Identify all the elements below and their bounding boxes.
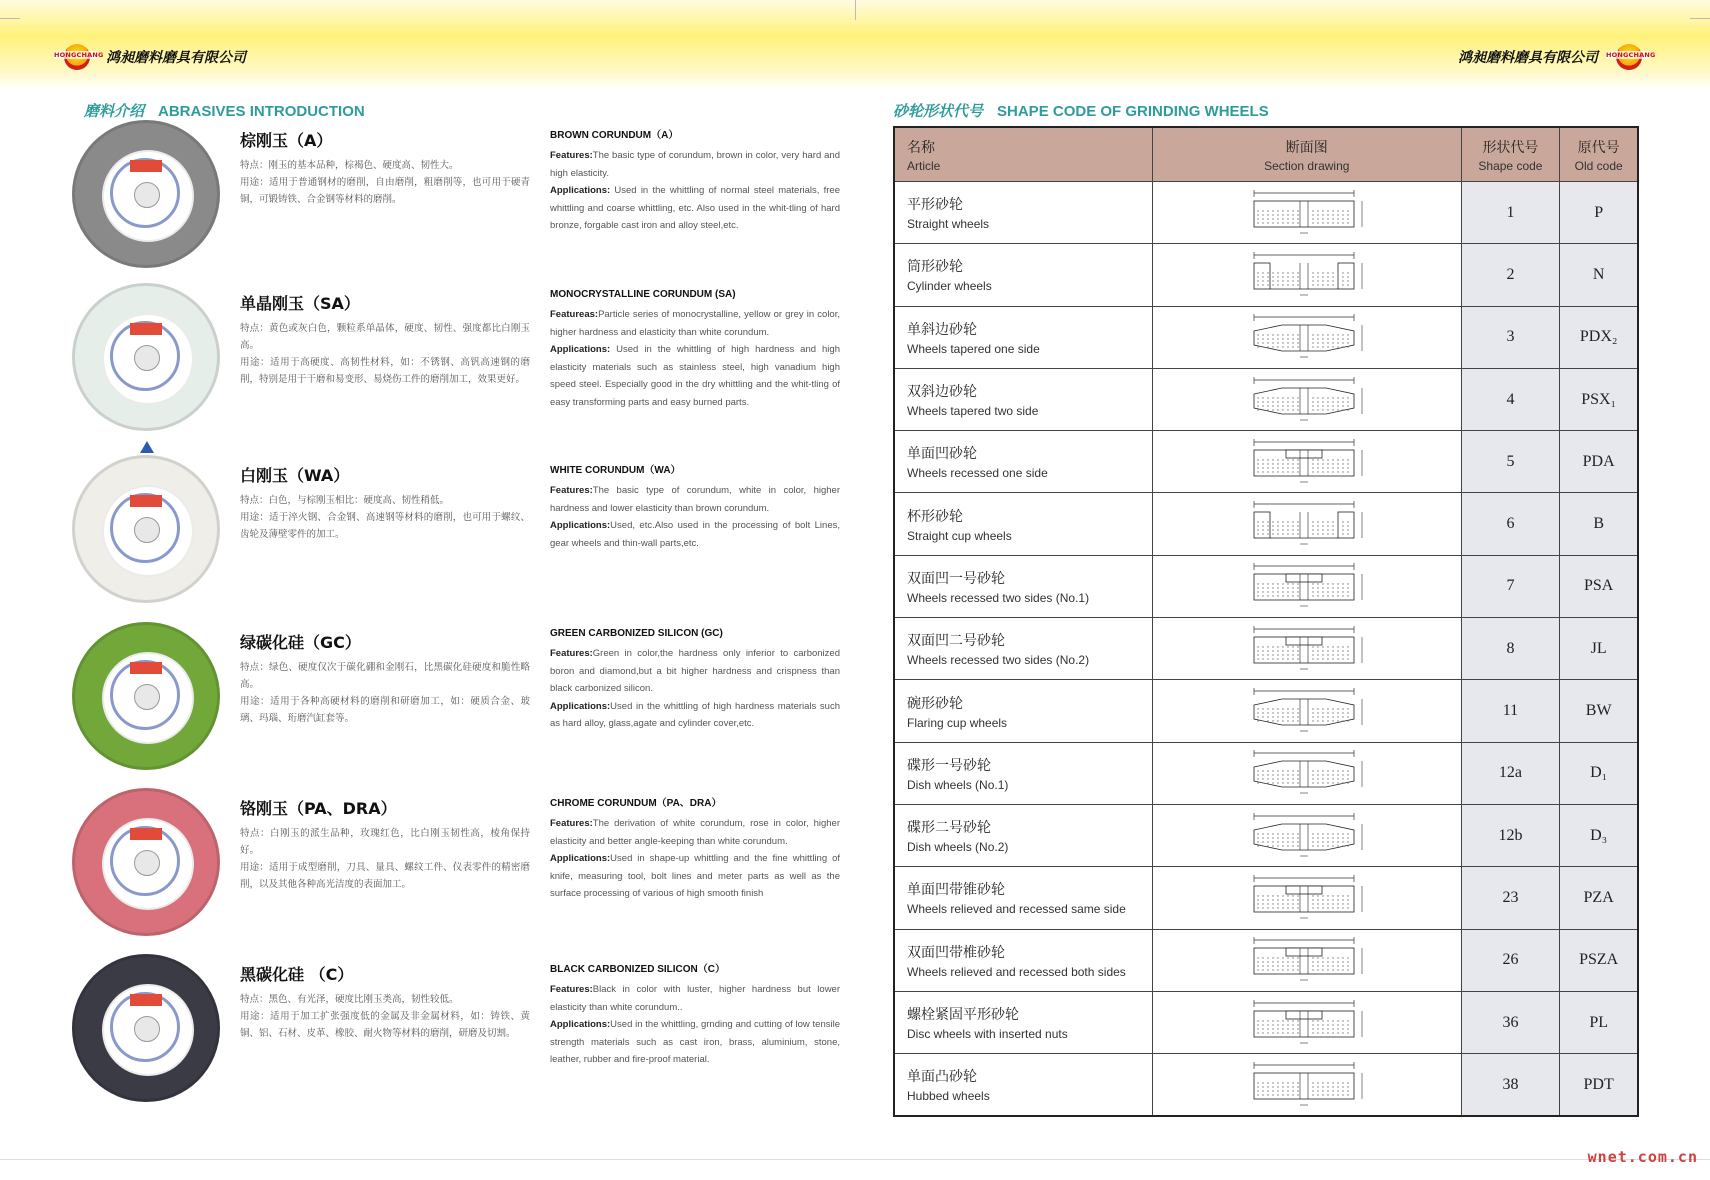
fold-mark — [855, 0, 856, 20]
abrasive-feature-cn: 特点：黄色或灰白色，颗粒系单晶体，硬度、韧性、强度都比白刚玉高。 — [240, 323, 530, 351]
logo-text: HONGCHANG — [1606, 51, 1656, 59]
brand-right — [1458, 42, 1656, 72]
article-name-en: Straight cup wheels — [907, 528, 1012, 543]
abrasive-name-cn: 棕刚玉（A） — [240, 131, 333, 150]
article-name-en: Hubbed wheels — [907, 1089, 990, 1104]
section-drawing-cell — [1152, 493, 1461, 555]
section-title-en: SHAPE CODE OF GRINDING WHEELS — [997, 103, 1269, 120]
article-cell — [894, 244, 1152, 306]
article-name-cn: 双面凹二号砂轮 — [907, 633, 1005, 650]
abrasive-feature-cn: 特点：刚玉的基本品种，棕褐色、硬度高、韧性大。 — [240, 160, 459, 171]
table-row — [894, 493, 1638, 555]
section-drawing-icon — [1242, 810, 1372, 862]
shape-code-cell: 7 — [1461, 555, 1560, 617]
section-drawing-cell — [1152, 368, 1461, 430]
shape-code-cell: 38 — [1461, 1054, 1560, 1116]
section-drawing-icon — [1242, 498, 1372, 550]
section-drawing-icon — [1242, 1059, 1372, 1111]
section-drawing-icon — [1242, 436, 1372, 488]
table-row — [894, 804, 1638, 866]
article-name-cn: 单面凹砂轮 — [907, 446, 977, 463]
abrasive-name-cn: 铬刚玉（PA、DRA） — [240, 799, 397, 818]
watermark: wnet.com.cn — [1587, 1148, 1698, 1166]
old-code-cell: B — [1560, 493, 1638, 555]
section-drawing-cell — [1152, 742, 1461, 804]
abrasive-use-cn: 用途：适用于成型磨削，刀具、量具、螺纹工件、仪表零件的精密磨削，以及其他各种高光洁度的表面加工。 — [240, 862, 530, 890]
article-name-cn: 双面凹带椎砂轮 — [907, 944, 1005, 961]
article-name-cn: 双面凹一号砂轮 — [907, 570, 1005, 587]
old-code-cell: PL — [1560, 991, 1638, 1053]
grinding-wheel-image — [72, 283, 220, 431]
abrasive-item — [72, 788, 852, 938]
page-bottom-line — [0, 1159, 1710, 1160]
abrasive-features-en: Features:Black in color with luster, higher hardness but lower elasticity than white corundum.. — [550, 984, 840, 1013]
article-name-en: Straight wheels — [907, 217, 990, 232]
article-name-cn: 平形砂轮 — [907, 197, 963, 214]
grinding-wheel-image — [72, 788, 220, 936]
shape-code-cell: 23 — [1461, 867, 1560, 929]
header-article: 名称 Article — [894, 127, 1152, 182]
abrasive-applications-en: Applications: Used in the whittling of normal steel materials, free whittling and coarse whittling, etc. Also used in the whit-tling of hard bronze, forgable cast iron and alloy steel,etc. — [550, 185, 840, 231]
section-drawing-icon — [1242, 872, 1372, 924]
abrasive-item — [72, 455, 852, 605]
abrasives-section-title — [84, 100, 365, 121]
shape-code-cell: 2 — [1461, 244, 1560, 306]
article-cell — [894, 929, 1152, 991]
table-row — [894, 368, 1638, 430]
article-cell — [894, 431, 1152, 493]
article-cell — [894, 804, 1152, 866]
section-title-cn: 磨料介绍 — [84, 102, 145, 120]
shape-code-cell: 12b — [1461, 804, 1560, 866]
section-drawing-cell — [1152, 306, 1461, 368]
table-row — [894, 867, 1638, 929]
abrasive-item — [72, 120, 852, 270]
company-logo — [1606, 42, 1656, 72]
abrasive-features-en: Features:The basic type of corundum, white in color, higher hardness and lower elasticity than brown corundum. — [550, 485, 840, 514]
abrasive-applications-en: Applications:Used in the whittling, grnding and cutting of low tensile strength materials such as cast iron, brass, aluminium, stone, leather, rubber and fire-proof material. — [550, 1019, 840, 1065]
abrasive-item — [72, 954, 852, 1104]
article-name-en: Flaring cup wheels — [907, 715, 1008, 730]
article-name-cn: 筒形砂轮 — [907, 259, 963, 276]
article-name-en: Wheels tapered two side — [907, 404, 1039, 419]
table-row — [894, 182, 1638, 244]
abrasive-name-en: MONOCRYSTALLINE CORUNDUM (SA) — [550, 289, 736, 300]
section-title-cn: 砂轮形状代号 — [893, 102, 984, 120]
article-name-cn: 杯形砂轮 — [907, 508, 963, 525]
abrasive-feature-cn: 特点：绿色、硬度仅次于碳化硼和金刚石，比黑碳化硅硬度和脆性略高。 — [240, 662, 530, 690]
article-cell — [894, 1054, 1152, 1116]
abrasive-name-en: BROWN CORUNDUM（A） — [550, 130, 679, 141]
section-drawing-cell — [1152, 182, 1461, 244]
article-name-en: Wheels recessed two sides (No.2) — [907, 653, 1090, 668]
abrasive-features-en: Features:The derivation of white corundum, rose in color, higher elasticity and better angle-keeping than white corundum. — [550, 818, 840, 847]
table-row — [894, 555, 1638, 617]
abrasive-name-en: BLACK CARBONIZED SILICON（C） — [550, 964, 725, 975]
abrasive-name-en: CHROME CORUNDUM（PA、DRA） — [550, 798, 722, 809]
old-code-cell: PSX₁ — [1560, 368, 1638, 430]
old-code-cell: PDX₂ — [1560, 306, 1638, 368]
table-header-row — [894, 127, 1638, 182]
abrasive-use-cn: 用途：适用于加工扩张强度低的金属及非金属材料，如：铸铁、黄铜、铝、石材、皮革、橡胶、耐火物等材料的磨削，研磨及切割。 — [240, 1011, 530, 1039]
abrasive-feature-cn: 特点：白刚玉的派生品种，玫瑰红色，比白刚玉韧性高，棱角保持好。 — [240, 828, 530, 856]
abrasive-name-en: GREEN CARBONIZED SILICON (GC) — [550, 628, 723, 639]
abrasive-applications-en: Applications: Used in the whittling of high hardness and high elasticity materials such as stainless steel, high vanadium high speed steel. Especially good in the dry whittling and the whit-tling of easy transforming parts and easy burned parts. — [550, 344, 840, 408]
section-drawing-icon — [1242, 311, 1372, 363]
old-code-cell: PSZA — [1560, 929, 1638, 991]
article-name-cn: 双斜边砂轮 — [907, 384, 977, 401]
section-drawing-cell — [1152, 1054, 1461, 1116]
section-drawing-cell — [1152, 431, 1461, 493]
section-drawing-cell — [1152, 244, 1461, 306]
article-cell — [894, 618, 1152, 680]
crop-mark — [1690, 18, 1710, 19]
grinding-wheel-image — [72, 622, 220, 770]
section-drawing-icon — [1242, 623, 1372, 675]
section-drawing-cell — [1152, 929, 1461, 991]
article-name-en: Cylinder wheels — [907, 279, 992, 294]
old-code-cell: P — [1560, 182, 1638, 244]
article-name-cn: 螺栓紧固平形砂轮 — [907, 1007, 1019, 1023]
shape-code-cell: 8 — [1461, 618, 1560, 680]
shape-code-section-title — [893, 100, 1269, 121]
section-title-en: ABRASIVES INTRODUCTION — [158, 103, 365, 120]
abrasive-features-en: Features:The basic type of corundum, brown in color, very hard and high elasticity. — [550, 150, 840, 179]
abrasive-applications-en: Applications:Used, etc.Also used in the processing of bolt Lines, gear wheels and thin-wall parts,etc. — [550, 520, 840, 549]
table-row — [894, 306, 1638, 368]
shape-code-cell: 11 — [1461, 680, 1560, 742]
abrasive-applications-en: Applications:Used in shape-up whittling and the fine whittling of knife, measuring tool, bolt lines and meter parts as well as the surface processing of various of high smooth finish — [550, 853, 840, 899]
table-row — [894, 618, 1638, 680]
abrasive-name-en: WHITE CORUNDUM（WA） — [550, 465, 681, 476]
abrasive-use-cn: 用途：适用于高硬度、高韧性材料，如：不锈钢、高钒高速钢的磨削，特别是用于干磨和易变形、易烧伤工件的磨削加工，效果更好。 — [240, 357, 530, 385]
old-code-cell: PSA — [1560, 555, 1638, 617]
section-drawing-icon — [1242, 934, 1372, 986]
grinding-wheel-image — [72, 455, 220, 603]
table-row — [894, 244, 1638, 306]
shape-code-cell: 36 — [1461, 991, 1560, 1053]
shape-code-cell: 5 — [1461, 431, 1560, 493]
table-row — [894, 742, 1638, 804]
abrasive-name-cn: 白刚玉（WA） — [240, 466, 350, 485]
section-drawing-icon — [1242, 997, 1372, 1049]
table-row — [894, 929, 1638, 991]
article-name-cn: 单面凸砂轮 — [907, 1069, 977, 1086]
section-drawing-cell — [1152, 680, 1461, 742]
abrasive-use-cn: 用途：适用于各种高硬材料的磨削和研磨加工，如：硬质合金、玻璃、玛瑙、珩磨汽缸套等。 — [240, 696, 530, 724]
shape-code-cell: 26 — [1461, 929, 1560, 991]
logo-text: HONGCHANG — [54, 51, 104, 59]
grinding-wheel-image — [72, 120, 220, 268]
old-code-cell: JL — [1560, 618, 1638, 680]
header-section-drawing: 断面图 Section drawing — [1152, 127, 1461, 182]
abrasive-name-cn: 绿碳化硅（GC） — [240, 633, 361, 652]
crop-mark — [0, 18, 20, 19]
abrasive-item — [72, 283, 852, 433]
article-name-cn: 单斜边砂轮 — [907, 321, 977, 338]
abrasive-item — [72, 622, 852, 772]
arrow-up-icon — [140, 441, 154, 453]
abrasive-use-cn: 用途：适用于普通钢材的磨削，自由磨削，粗磨削等，也可用于硬青铜，可锻铸铁、合金钢等材料的磨削。 — [240, 177, 530, 205]
old-code-cell: D₁ — [1560, 742, 1638, 804]
section-drawing-cell — [1152, 618, 1461, 680]
abrasive-applications-en: Applications:Used in the whittling of high hardness materials such as hard alloy, glass,agate and cylinder cover,etc. — [550, 700, 840, 729]
shape-code-cell: 3 — [1461, 306, 1560, 368]
company-logo — [54, 42, 104, 72]
article-cell — [894, 742, 1152, 804]
article-cell — [894, 867, 1152, 929]
abrasive-feature-cn: 特点：黑色、有光泽，硬度比刚玉类高，韧性较低。 — [240, 994, 459, 1005]
article-name-en: Wheels relieved and recessed same side — [907, 902, 1126, 917]
old-code-cell: BW — [1560, 680, 1638, 742]
table-row — [894, 991, 1638, 1053]
old-code-cell: PDA — [1560, 431, 1638, 493]
abrasive-features-en: Features:Green in color,the hardness only inferior to carbonized boron and diamond,but a bit higher hardness and crispness than black carbonized silicon. — [550, 648, 840, 694]
section-drawing-icon — [1242, 560, 1372, 612]
table-row — [894, 680, 1638, 742]
shape-code-cell: 12a — [1461, 742, 1560, 804]
section-drawing-icon — [1242, 685, 1372, 737]
shape-code-table — [893, 126, 1639, 1117]
section-drawing-icon — [1242, 249, 1372, 301]
article-name-en: Dish wheels (No.1) — [907, 777, 1009, 792]
old-code-cell: PDT — [1560, 1054, 1638, 1116]
shape-code-cell: 1 — [1461, 182, 1560, 244]
header-old-code: 原代号 Old code — [1560, 127, 1638, 182]
table-row — [894, 1054, 1638, 1116]
shape-code-cell: 6 — [1461, 493, 1560, 555]
header-shape-code: 形状代号 Shape code — [1461, 127, 1560, 182]
section-drawing-icon — [1242, 747, 1372, 799]
abrasive-use-cn: 用途：适于淬火钢、合金钢、高速钢等材料的磨削，也可用于螺纹、齿轮及薄壁零件的加工。 — [240, 512, 530, 540]
article-name-cn: 碗形砂轮 — [907, 695, 963, 712]
article-cell — [894, 680, 1152, 742]
abrasive-name-cn: 黑碳化硅 （C） — [240, 965, 354, 984]
abrasive-features-en: Featureas:Particle series of monocrystalline, yellow or grey in color, higher hardness and elasticity than white corundum. — [550, 309, 840, 338]
article-name-cn: 单面凹带锥砂轮 — [907, 882, 1005, 899]
section-drawing-cell — [1152, 867, 1461, 929]
table-row — [894, 431, 1638, 493]
section-drawing-icon — [1242, 187, 1372, 239]
section-drawing-cell — [1152, 991, 1461, 1053]
article-name-cn: 碟形一号砂轮 — [907, 757, 991, 774]
section-drawing-cell — [1152, 555, 1461, 617]
section-drawing-icon — [1242, 374, 1372, 426]
article-name-en: Disc wheels with inserted nuts — [907, 1027, 1068, 1041]
old-code-cell: N — [1560, 244, 1638, 306]
article-cell — [894, 182, 1152, 244]
article-name-en: Dish wheels (No.2) — [907, 840, 1009, 855]
abrasive-name-cn: 单晶刚玉（SA） — [240, 294, 360, 313]
article-name-en: Wheels tapered one side — [907, 341, 1040, 356]
article-name-cn: 碟形二号砂轮 — [907, 820, 991, 837]
article-name-en: Wheels recessed one side — [907, 466, 1048, 481]
grinding-wheel-image — [72, 954, 220, 1102]
shape-code-cell: 4 — [1461, 368, 1560, 430]
article-cell — [894, 493, 1152, 555]
company-name: 鸿昶磨料磨具有限公司 — [1458, 50, 1598, 66]
old-code-cell: PZA — [1560, 867, 1638, 929]
article-cell — [894, 991, 1152, 1053]
section-drawing-cell — [1152, 804, 1461, 866]
article-cell — [894, 368, 1152, 430]
article-cell — [894, 555, 1152, 617]
abrasive-feature-cn: 特点：白色，与棕刚玉相比：硬度高、韧性稍低。 — [240, 495, 450, 506]
article-name-en: Wheels recessed two sides (No.1) — [907, 590, 1090, 605]
article-name-en: Wheels relieved and recessed both sides — [907, 964, 1126, 979]
old-code-cell: D₃ — [1560, 804, 1638, 866]
article-cell — [894, 306, 1152, 368]
brand-left — [54, 42, 246, 72]
company-name: 鸿昶磨料磨具有限公司 — [106, 50, 246, 66]
